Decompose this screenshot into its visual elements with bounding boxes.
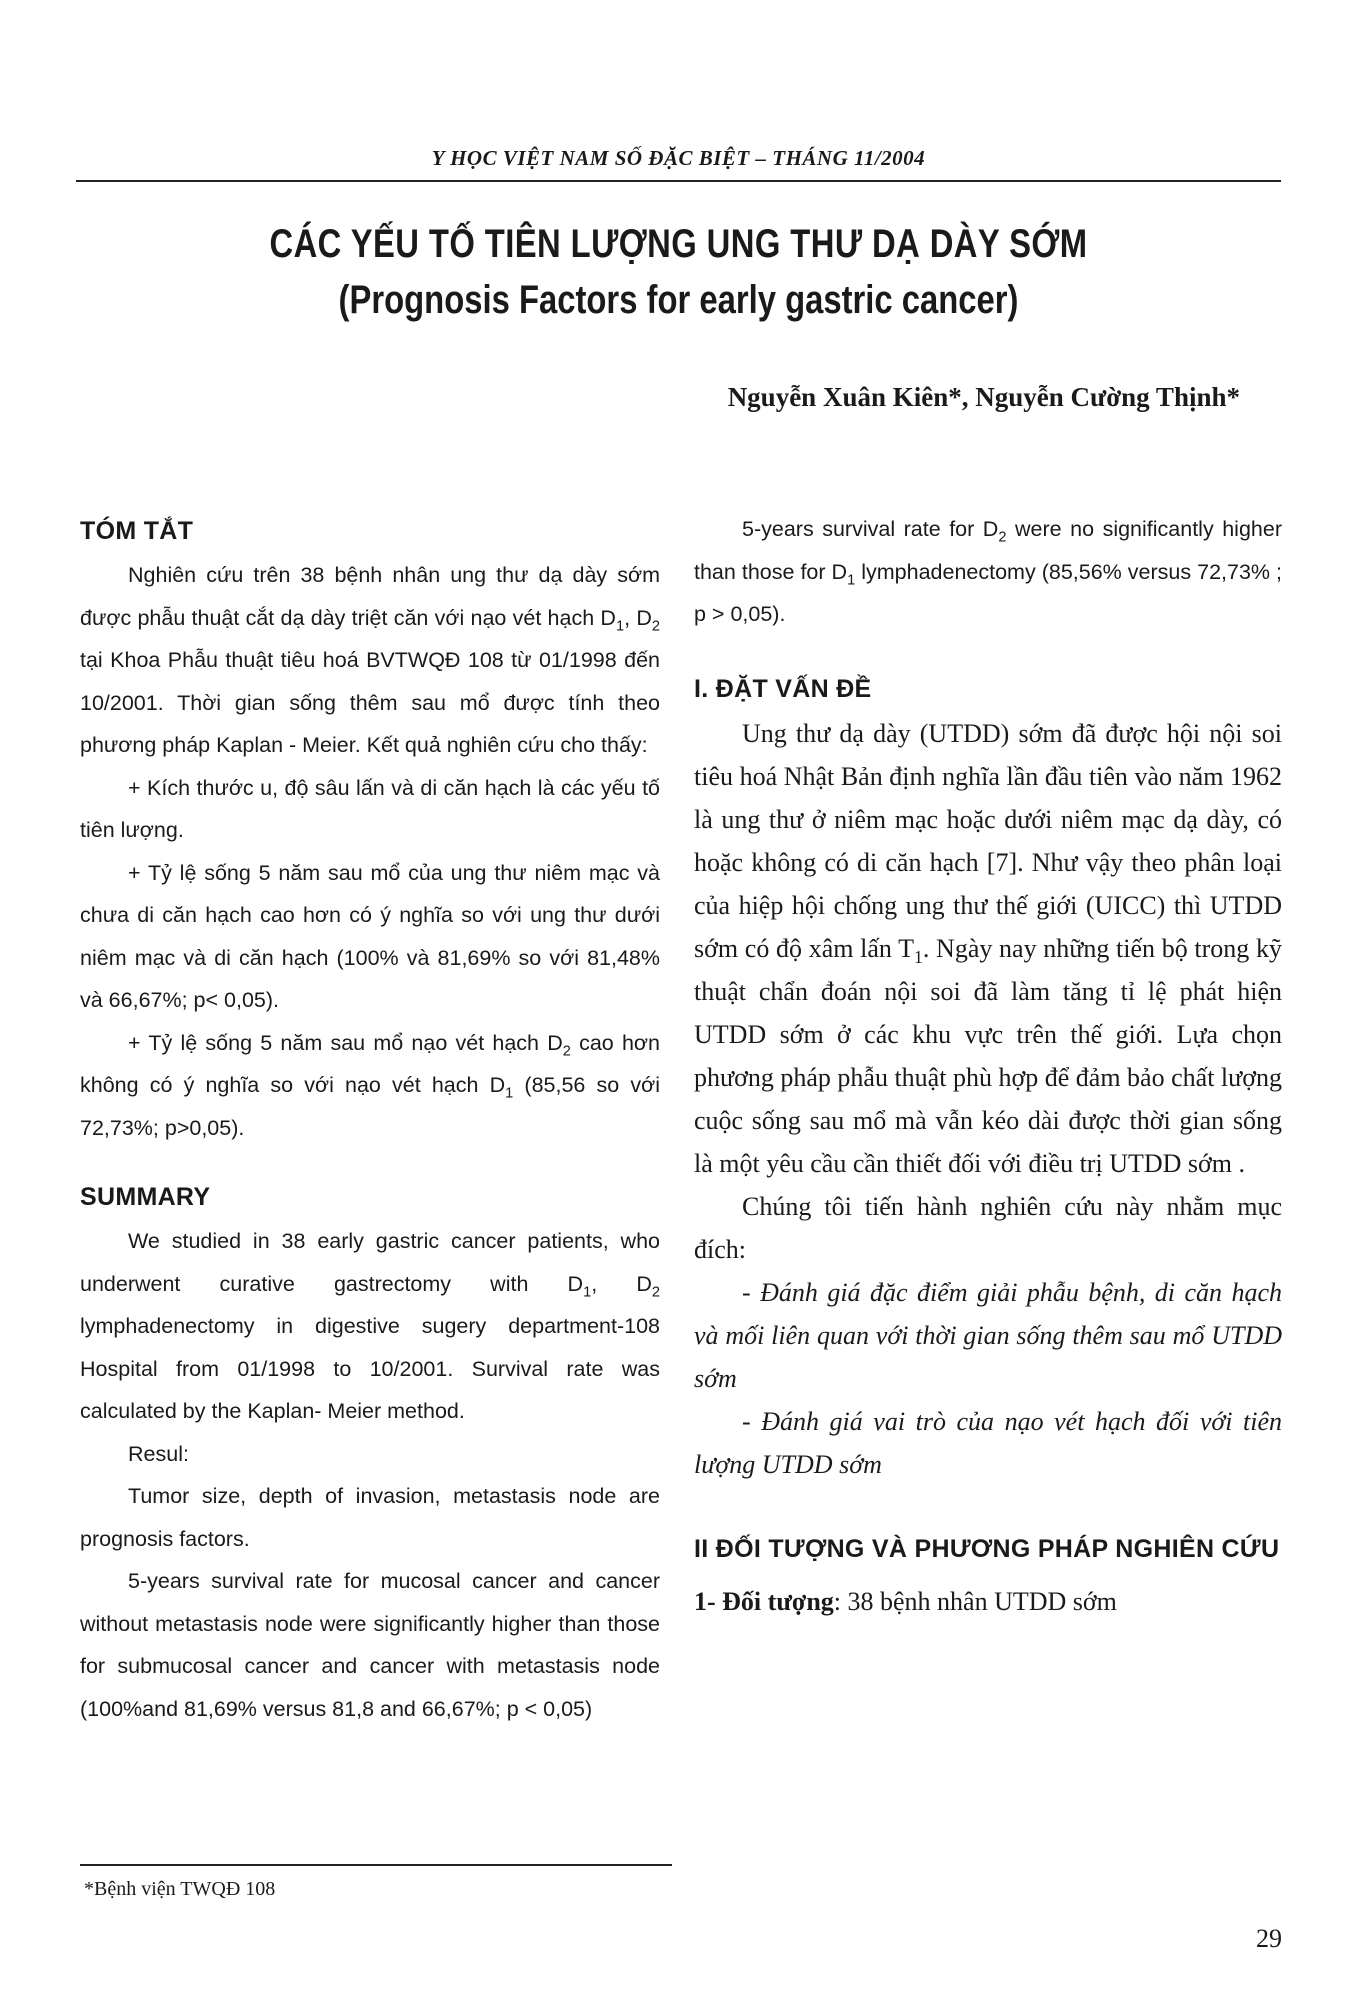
summary-paragraph: Tumor size, depth of invasion, metastasis node are prognosis factors. <box>80 1484 660 1551</box>
summary-paragraph: 5-years survival rate for mucosal cancer and cancer without metastasis node were significantly higher than those for submucosal cancer and cancer with metastasis node (100%and 81,69% versus 81,8 and 66,67%; p < 0,05) <box>80 1569 660 1721</box>
summary-paragraph <box>80 1220 660 1433</box>
tom-tat-paragraph <box>80 1022 660 1150</box>
section-1-paragraph: Chúng tôi tiến hành nghiên cứu này nhằm mục đích: <box>694 1191 1282 1264</box>
summary-paragraph <box>694 508 1282 636</box>
summary-paragraph: Resul: <box>128 1441 189 1466</box>
section-2-heading: II ĐỐI TƯỢNG VÀ PHƯƠNG PHÁP NGHIÊN CỨU <box>694 1534 1280 1563</box>
header-rule <box>76 180 1281 182</box>
subscript: 2 <box>562 1042 571 1059</box>
subscript: 2 <box>651 617 660 634</box>
subscript: 1 <box>615 617 625 634</box>
left-column <box>80 508 660 1730</box>
subscript: 2 <box>651 1283 660 1300</box>
text-run: were no significantly higher than those for D <box>694 517 1282 584</box>
summary-heading: SUMMARY <box>80 1183 211 1211</box>
section-1-paragraph <box>694 712 1282 1185</box>
item-label: 1- Đối tượng <box>694 1586 834 1616</box>
subscript: 1 <box>914 946 923 967</box>
section-2-item <box>694 1580 1282 1623</box>
text-run: lymphadenectomy in digestive sugery department-108 Hospital from 01/1998 to 10/2001. Survival rate was calculated by the Kaplan- Meier method. <box>80 1314 660 1423</box>
tom-tat-paragraph: + Tỷ lệ sống 5 năm sau mổ của ung thư niêm mạc và chưa di căn hạch cao hơn có ý nghĩa so với ung thư dưới niêm mạc và di căn hạch (100% và 81,69% so với 81,48% và 66,67%; p< 0,05). <box>80 860 660 1012</box>
title-english: (Prognosis Factors for early gastric cancer) <box>338 278 1019 322</box>
subscript: 1 <box>583 1283 592 1300</box>
objective-item: - Đánh giá vai trò của nạo vét hạch đối với tiên lượng UTDD sớm <box>694 1406 1282 1479</box>
text-run: lymphadenectomy (85,56% versus 72,73% ; p > 0,05). <box>694 559 1283 626</box>
text-run: tại Khoa Phẫu thuật tiêu hoá BVTWQĐ 108 từ 01/1998 đến 10/2001. Thời gian sống thêm sau mổ được tính theo phương pháp Kaplan - Meier. Kết quả nghiên cứu cho thấy: <box>80 648 660 757</box>
footnote-rule <box>80 1864 672 1866</box>
running-head: Y HỌC VIỆT NAM SỐ ĐẶC BIỆT – THÁNG 11/2004 <box>431 146 926 170</box>
subscript: 1 <box>505 1085 514 1102</box>
text-run: , D <box>591 1271 652 1296</box>
subscript: 1 <box>847 571 856 588</box>
text-run: cao hơn không có ý nghĩa so với nạo vét hạch D <box>80 1030 660 1097</box>
right-column <box>694 508 1282 1623</box>
text-run: (85,56 so với 72,73%; p>0,05). <box>80 1073 660 1140</box>
tom-tat-paragraph: + Kích thước u, độ sâu lấn và di căn hạch là các yếu tố tiên lượng. <box>80 775 660 842</box>
text-run: Ung thư dạ dày (UTDD) sớm đã được hội nội soi tiêu hoá Nhật Bản định nghĩa lần đầu tiên vào năm 1962 là ung thư ở niêm mạc hoặc dưới niêm mạc dạ dày, có hoặc không có di căn hạch [7]. Như vậy theo phân loại của hiệp hội chống ung thư thế giới (UICC) thì UTDD sớm có độ xâm lấn T <box>694 718 1282 963</box>
text-run: + Tỷ lệ sống 5 năm sau mổ nạo vét hạch D <box>128 1030 563 1055</box>
item-text: : 38 bệnh nhân UTDD sớm <box>833 1586 1117 1616</box>
objective-item: - Đánh giá đặc điểm giải phẫu bệnh, di căn hạch và mối liên quan với thời gian sống thêm sau mổ UTDD sớm <box>694 1277 1282 1393</box>
page-number: 29 <box>1256 1924 1282 1953</box>
text-run: 5-years survival rate for D <box>742 517 999 541</box>
footnote: *Bệnh viện TWQĐ 108 <box>84 1878 276 1900</box>
text-run: . Ngày nay những tiến bộ trong kỹ thuật chẩn đoán nội soi đã làm tăng tỉ lệ phát hiện UTDD sớm ở các khu vực trên thế giới. Lựa chọn phương pháp phẫu thuật phù hợp để đảm bảo chất lượng cuộc sống sau mổ mà vẫn kéo dài được thời gian sống là một yêu cầu cần thiết đối với điều trị UTDD sớm . <box>694 933 1282 1178</box>
title-vietnamese: CÁC YẾU TỐ TIÊN LƯỢNG UNG THƯ DẠ DÀY SỚM <box>269 222 1088 266</box>
text-run: Nghiên cứu trên 38 bệnh nhân ung thư dạ dày sớm được phẫu thuật cắt dạ dày triệt căn với nạo vét hạch D <box>80 563 660 630</box>
section-1-heading: I. ĐẶT VẤN ĐỀ <box>694 674 872 703</box>
tom-tat-paragraph <box>80 554 660 767</box>
tom-tat-heading: TÓM TẮT <box>80 517 194 545</box>
subscript: 2 <box>998 529 1007 546</box>
text-run: We studied in 38 early gastric cancer patients, who underwent curative gastrectomy with D <box>80 1229 660 1296</box>
authors: Nguyễn Xuân Kiên*, Nguyễn Cường Thịnh* <box>727 382 1240 412</box>
text-run: , D <box>624 605 652 630</box>
